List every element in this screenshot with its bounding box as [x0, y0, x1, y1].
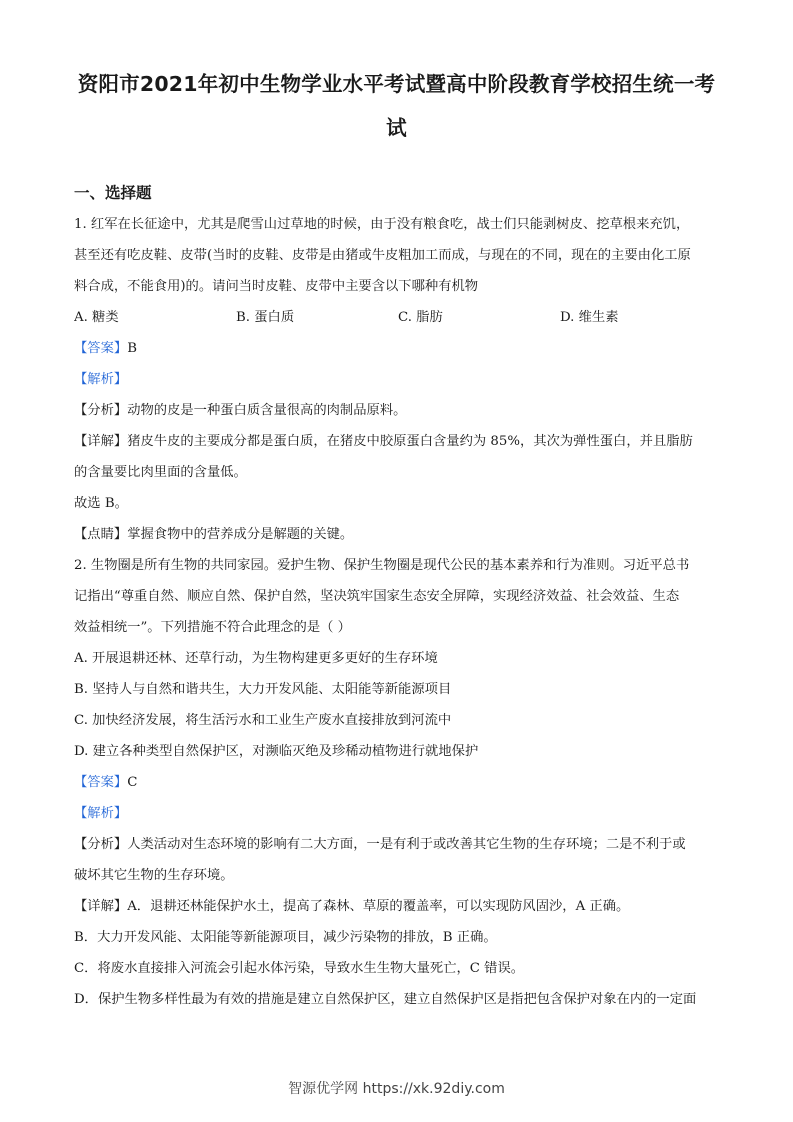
title-line-2: 试 [386, 116, 407, 140]
q2-analysis-heading [74, 798, 724, 829]
q1-xiangjie-cont: 的含量要比肉里面的含量低。 [74, 465, 247, 480]
analysis-tag: 【解析】 [74, 806, 128, 821]
q1-answer [74, 333, 724, 364]
answer-value: C [127, 775, 138, 790]
q2-option-c: C. 加快经济发展，将生活污水和工业生产废水直接排放到河流中 [74, 713, 452, 728]
q2-fenxi-cont: 破坏其它生物的生存环境。 [74, 868, 234, 883]
xiangjie-text: 猪皮牛皮的主要成分都是蛋白质，在猪皮中胶原蛋白含量约为 85%，其次为弹性蛋白，并且脂肪 [127, 434, 693, 449]
q1-xiangjie [74, 426, 724, 457]
q2-option-b: B. 坚持人与自然和谐共生，大力开发风能、太阳能等新能源项目 [74, 682, 452, 697]
q1-option-b: B. 蛋白质 [236, 310, 295, 325]
q1-stem-line: 料合成，不能食用)的。请问当时皮鞋、皮带中主要含以下哪种有机物 [74, 279, 479, 294]
q1-dianjing [74, 519, 724, 550]
xiangjie-tag: 【详解】 [74, 434, 128, 449]
q1-stem-line: 甚至还有吃皮鞋、皮带(当时的皮鞋、皮带是由猪或牛皮粗加工而成，与现在的不同，现在的主要由化工原 [74, 248, 691, 263]
fenxi-text: 动物的皮是一种蛋白质含量很高的肉制品原料。 [127, 403, 407, 418]
answer-tag: 【答案】 [74, 775, 128, 790]
q1-fenxi [74, 395, 724, 426]
dianjing-text: 掌握食物中的营养成分是解题的关键。 [127, 527, 354, 542]
q2-option-a: A. 开展退耕还林、还草行动，为生物构建更多更好的生存环境 [74, 651, 438, 666]
q2-stem-line: 效益相统一”。下列措施不符合此理念的是（ ） [74, 620, 351, 635]
answer-value: B [127, 341, 137, 356]
footer-watermark: 智源优学网 https://xk.92diy.com [288, 1081, 505, 1097]
q1-option-c: C. 脂肪 [398, 310, 443, 325]
q1-conclusion: 故选 B。 [74, 496, 128, 511]
q1-option-d: D. 维生素 [560, 310, 619, 325]
title-line-1: 资阳市2021年初中生物学业水平考试暨高中阶段教育学校招生统一考 [77, 72, 716, 96]
q2-xiangjie-b: B．大力开发风能、太阳能等新能源项目，减少污染物的排放，B 正确。 [74, 930, 497, 945]
q2-stem-line: 2. 生物圈是所有生物的共同家园。爱护生物、保护生物圈是现代公民的基本素养和行为准则。习近平总书 [74, 558, 690, 573]
dianjing-tag: 【点睛】 [74, 527, 128, 542]
q2-xiangjie [74, 891, 724, 922]
fenxi-text: 人类活动对生态环境的影响有二大方面，一是有利于或改善其它生物的生存环境；二是不利于或 [127, 837, 686, 852]
q2-stem-line: 记指出“尊重自然、顺应自然、保护自然，坚决筑牢国家生态安全屏障，实现经济效益、社会效益、生态 [74, 589, 680, 604]
fenxi-tag: 【分析】 [74, 403, 128, 418]
q2-option-d: D. 建立各种类型自然保护区，对濒临灭绝及珍稀动植物进行就地保护 [74, 744, 479, 759]
answer-tag: 【答案】 [74, 341, 128, 356]
q1-stem-line: 1. 红军在长征途中，尤其是爬雪山过草地的时候，由于没有粮食吃，战士们只能剥树皮、挖草根来充饥， [74, 217, 690, 232]
section-heading: 一、选择题 [74, 184, 152, 202]
q1-options [74, 302, 724, 333]
q2-xiangjie-c: C．将废水直接排入河流会引起水体污染，导致水生生物大量死亡，C 错误。 [74, 961, 525, 976]
q2-answer [74, 767, 724, 798]
xiangjie-text: A．退耕还林能保护水土，提高了森林、草原的覆盖率，可以实现防风固沙，A 正确。 [127, 899, 630, 914]
q2-xiangjie-d: D．保护生物多样性最为有效的措施是建立自然保护区，建立自然保护区是指把包含保护对象在内的一定面 [74, 992, 697, 1007]
q1-option-a: A. 糖类 [74, 310, 119, 325]
question-content [74, 209, 724, 1015]
q1-analysis-heading [74, 364, 724, 395]
page-title [60, 62, 733, 150]
xiangjie-tag: 【详解】 [74, 899, 128, 914]
q2-fenxi [74, 829, 724, 860]
analysis-tag: 【解析】 [74, 372, 128, 387]
fenxi-tag: 【分析】 [74, 837, 128, 852]
